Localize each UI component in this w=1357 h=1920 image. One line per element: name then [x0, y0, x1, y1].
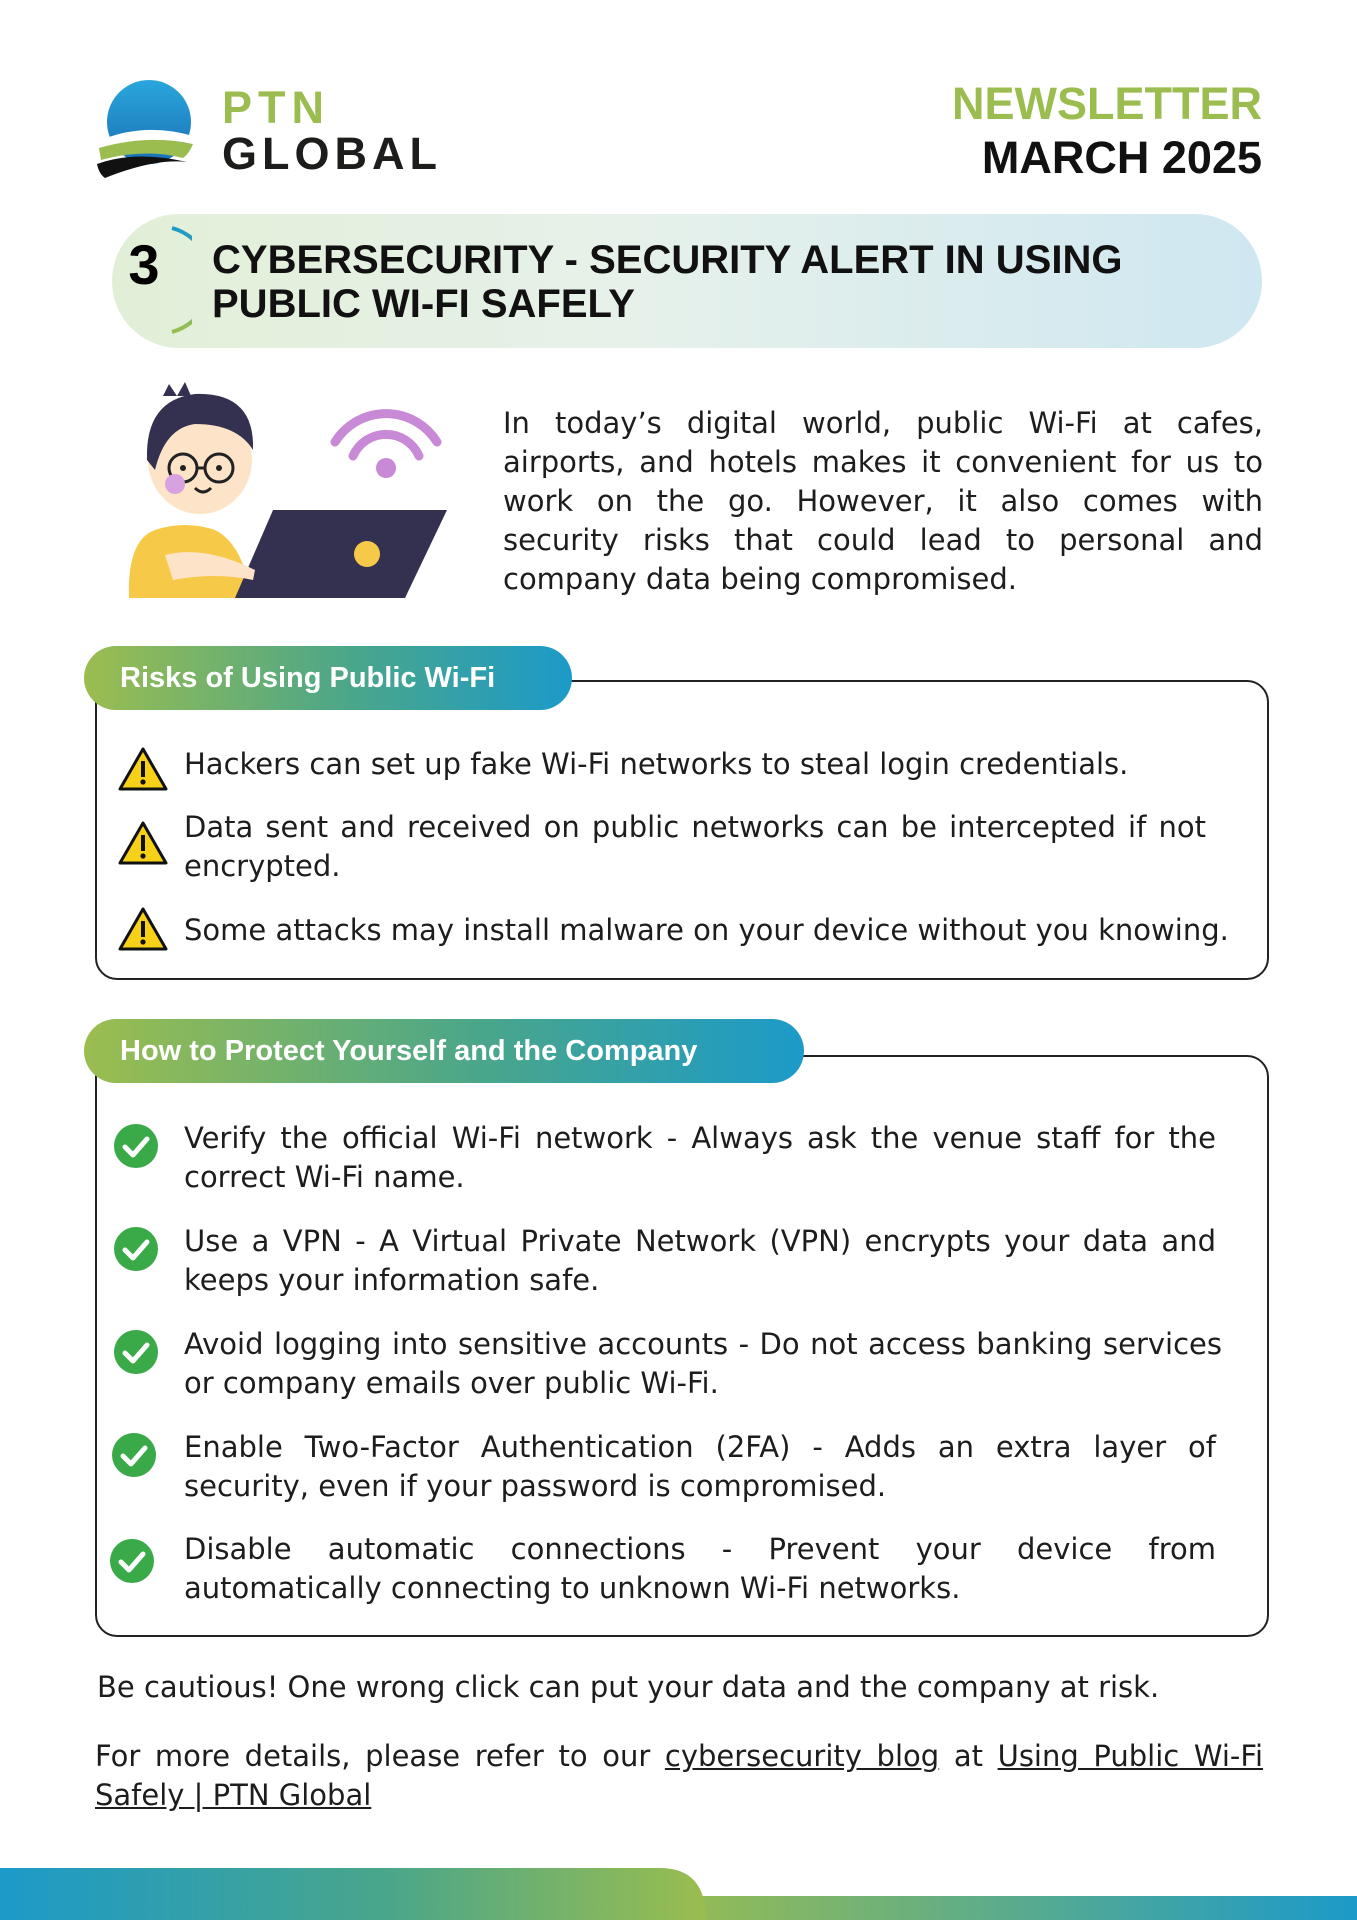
risk-item: Hackers can set up fake Wi-Fi networks to steal login credentials. [184, 747, 1129, 781]
brand-name-line2: GLOBAL [222, 128, 442, 179]
section-title: CYBERSECURITY - SECURITY ALERT IN USING PUBLIC WI-FI SAFELY [212, 238, 1123, 326]
intro-paragraph: In today’s digital world, public Wi-Fi at cafes, airports, and hotels makes it convenient for us to work on the go. However, it also comes with security risks that could lead to personal and company data being compromised. [503, 406, 1263, 596]
more-details-paragraph [95, 1737, 1263, 1815]
warning-icon [118, 746, 168, 792]
risks-heading: Risks of Using Public Wi-Fi [84, 646, 572, 710]
newsletter-date: MARCH 2025 [981, 132, 1262, 183]
warning-icon [118, 820, 168, 866]
risk-item: Data sent and received on public networks can be intercepted if not encrypted. [184, 810, 1206, 883]
check-icon [111, 1432, 157, 1478]
article-link[interactable]: Using Public Wi-Fi Safely | PTN Global [95, 1739, 1264, 1812]
cybersecurity-blog-link[interactable]: cybersecurity blog [664, 1739, 940, 1773]
check-icon [113, 1329, 159, 1375]
newsletter-label: NEWSLETTER [952, 78, 1262, 129]
check-icon [113, 1226, 159, 1272]
more-details-mid: at [953, 1739, 983, 1773]
warning-icon [118, 906, 168, 952]
protect-item: Enable Two-Factor Authentication (2FA) - Adds an extra layer of security, even if your password is compromised. [184, 1430, 1216, 1503]
protect-heading: How to Protect Yourself and the Company [84, 1019, 804, 1083]
wifi-icon [335, 414, 437, 456]
protect-item: Disable automatic connections - Prevent your device from automatically connecting to unknown Wi-Fi networks. [184, 1532, 1216, 1605]
brand-name-line1: PTN [222, 82, 330, 133]
more-details-prefix: For more details, please refer to our [95, 1739, 651, 1773]
protect-item: Verify the official Wi-Fi network - Always ask the venue staff for the correct Wi-Fi name. [184, 1121, 1216, 1194]
ptn-global-logo [95, 78, 195, 184]
check-icon [113, 1123, 159, 1169]
protect-item: Avoid logging into sensitive accounts - Do not access banking services or company emails over public Wi-Fi. [184, 1327, 1222, 1400]
person-laptop-wifi-illustration [125, 380, 455, 602]
protect-item: Use a VPN - A Virtual Private Network (VPN) encrypts your data and keeps your information safe. [184, 1224, 1216, 1297]
section-number: 3 [128, 233, 160, 296]
footer-gradient-bar [0, 1868, 1357, 1920]
check-icon [109, 1538, 155, 1584]
risk-item: Some attacks may install malware on your device without you knowing. [184, 913, 1229, 947]
caution-note: Be cautious! One wrong click can put your data and the company at risk. [97, 1670, 1160, 1704]
